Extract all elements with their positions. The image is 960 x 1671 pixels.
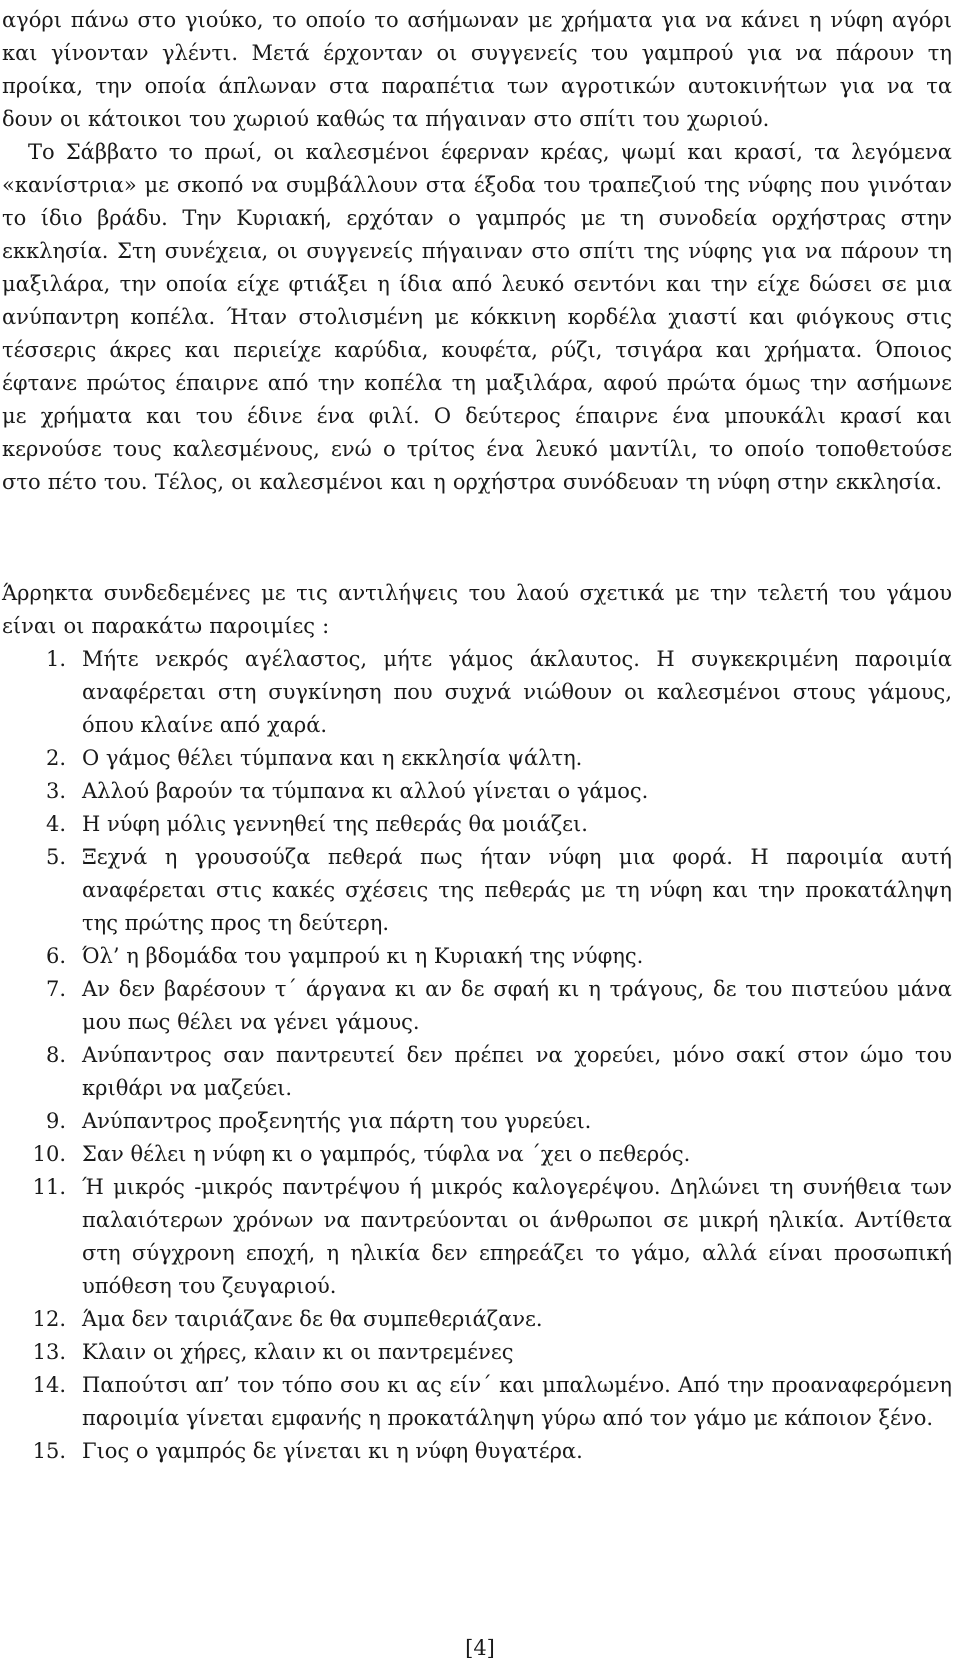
list-item-text: Παπούτσι απ’ τον τόπο σου κι ας είν΄ και μπαλωμένο. Από την προαναφερόμενη παροιμία γίνεται εμφανής η προκατάληψη γύρω από τον γάμο με κάποιον ξένο. — [82, 1373, 952, 1430]
list-item-text: Αλλού βαρούν τα τύμπανα κι αλλού γίνεται ο γάμος. — [82, 779, 649, 803]
list-item-text: Η νύφη μόλις γεννηθεί της πεθεράς θα μοιάζει. — [82, 812, 588, 836]
list-item-number: 7. — [45, 977, 66, 1001]
proverbs-intro: Άρρηκτα συνδεδεμένες με τις αντιλήψεις του λαού σχετικά με την τελετή του γάμου είναι οι παρακάτω παροιμίες : — [2, 581, 952, 638]
list-item-text: Αν δεν βαρέσουν τ΄ άργανα κι αν δε σφαή κι η τράγους, δε του πιστεύου μάνα μου πως θέλει να γένει γάμους. — [82, 977, 952, 1034]
list-item-text: Σαν θέλει η νύφη κι ο γαμπρός, τύφλα να ΄χει ο πεθερός. — [82, 1142, 691, 1166]
paragraph-dowry: αγόρι πάνω στο γιούκο, το οποίο το ασήμωναν με χρήματα για να κάνει η νύφη αγόρι και γίνονταν γλέντι. Μετά έρχονταν οι συγγενείς του γαμπρού για να πάρουν τη προίκα, την οποία άπλωναν στα παραπέτια των αγροτικών αυτοκινήτων για να τα δουν οι κάτοικοι του χωριού καθώς τα πήγαιναν στο σπίτι του χωριού. — [2, 8, 952, 131]
list-item-text: Όλ’ η βδομάδα του γαμπρού κι η Κυριακή της νύφης. — [82, 944, 644, 968]
paragraph-saturday-sunday: Το Σάββατο το πρωί, οι καλεσμένοι έφερναν κρέας, ψωμί και κρασί, τα λεγόμενα «κανίστρια» με σκοπό να συμβάλλουν στα έξοδα του τραπεζιού της νύφης που γινόταν το ίδιο βράδυ. Την Κυριακή, ερχόταν ο γαμπρός με τη συνοδεία ορχήστρας στην εκκλησία. Στη συνέχεια, οι συγγενείς πήγαιναν στο σπίτι της νύφης για να πάρουν τη μαξιλάρα, την οποία είχε φτιάξει η ίδια από λευκό σεντόνι και την είχε δώσει σε μια ανύπαντρη κοπέλα. Ήταν στολισμένη με κόκκινη κορδέλα χιαστί και φιόγκους στις τέσσερις άκρες και περιείχε καρύδια, κουφέτα, ρύζι, τσιγάρα και χρήματα. Όποιος έφτανε πρώτος έπαιρνε από την κοπέλα τη μαξιλάρα, αφού πρώτα όμως την ασήμωνε με χρήματα και του έδινε ένα φιλί. Ο δεύτερος έπαιρνε ένα μπουκάλι κρασί και κερνούσε τους καλεσμένους, ενώ ο τρίτος ένα λευκό μαντίλι, το οποίο τοποθετούσε στο πέτο του. Τέλος, οι καλεσμένοι και η ορχήστρα συνόδευαν τη νύφη στην εκκλησία. — [2, 140, 952, 494]
list-item-text: Ο γάμος θέλει τύμπανα και η εκκλησία ψάλτη. — [82, 746, 583, 770]
list-item — [2, 1138, 952, 1171]
list-item — [2, 1303, 952, 1336]
list-item-number: 3. — [45, 779, 66, 803]
proverbs-list — [2, 643, 952, 1468]
list-item-number: 14. — [32, 1373, 66, 1397]
list-item-number: 8. — [45, 1043, 66, 1067]
list-item-text: Ανύπαντρος σαν παντρευτεί δεν πρέπει να χορεύει, μόνο σακί στον ώμο του κριθάρι να μαζεύει. — [82, 1043, 952, 1100]
list-item-text: Γιος ο γαμπρός δε γίνεται κι η νύφη θυγατέρα. — [82, 1439, 583, 1463]
list-item-number: 9. — [45, 1109, 66, 1133]
list-item — [2, 841, 952, 940]
list-item-text: Ή μικρός -μικρός παντρέψου ή μικρός καλογερέψου. Δηλώνει τη συνήθεια των παλαιότερων χρόνων να παντρεύονται οι άνθρωποι σε μικρή ηλικία. Αντίθετα στη σύγχρονη εποχή, η ηλικία δεν επηρεάζει το γάμο, αλλά είναι προσωπική υπόθεση του ζευγαριού. — [82, 1175, 952, 1298]
section-spacer — [2, 499, 952, 577]
list-item-number: 5. — [45, 845, 66, 869]
page-number: [4] — [465, 1636, 495, 1660]
list-item — [2, 808, 952, 841]
list-item-text: Άμα δεν ταιριάζανε δε θα συμπεθεριάζανε. — [82, 1307, 543, 1331]
list-item — [2, 940, 952, 973]
list-item — [2, 973, 952, 1039]
list-item-text: Ανύπαντρος προξενητής για πάρτη του γυρεύει. — [82, 1109, 592, 1133]
list-item-number: 1. — [45, 647, 66, 671]
list-item — [2, 1171, 952, 1303]
list-item-number: 2. — [45, 746, 66, 770]
list-item — [2, 742, 952, 775]
list-item-number: 4. — [45, 812, 66, 836]
list-item — [2, 1039, 952, 1105]
list-item-number: 12. — [32, 1307, 66, 1331]
list-item-text: Ξεχνά η γρουσούζα πεθερά πως ήταν νύφη μια φορά. Η παροιμία αυτή αναφέρεται στις κακές σχέσεις της πεθεράς με τη νύφη και την προκατάληψη της πρώτης προς τη δεύτερη. — [82, 845, 952, 935]
list-item — [2, 1435, 952, 1468]
list-item-number: 11. — [32, 1175, 66, 1199]
list-item — [2, 1105, 952, 1138]
list-item-number: 6. — [45, 944, 66, 968]
list-item-text: Κλαιν οι χήρες, κλαιν κι οι παντρεμένες — [82, 1340, 514, 1364]
list-item — [2, 643, 952, 742]
list-item-text: Μήτε νεκρός αγέλαστος, μήτε γάμος άκλαυτος. Η συγκεκριμένη παροιμία αναφέρεται στη συγκίνηση που συχνά νιώθουν οι καλεσμένοι στους γάμους, όπου κλαίνε από χαρά. — [82, 647, 952, 737]
list-item-number: 10. — [32, 1142, 66, 1166]
list-item — [2, 775, 952, 808]
list-item — [2, 1336, 952, 1369]
list-item — [2, 1369, 952, 1435]
list-item-number: 15. — [32, 1439, 66, 1463]
list-item-number: 13. — [32, 1340, 66, 1364]
